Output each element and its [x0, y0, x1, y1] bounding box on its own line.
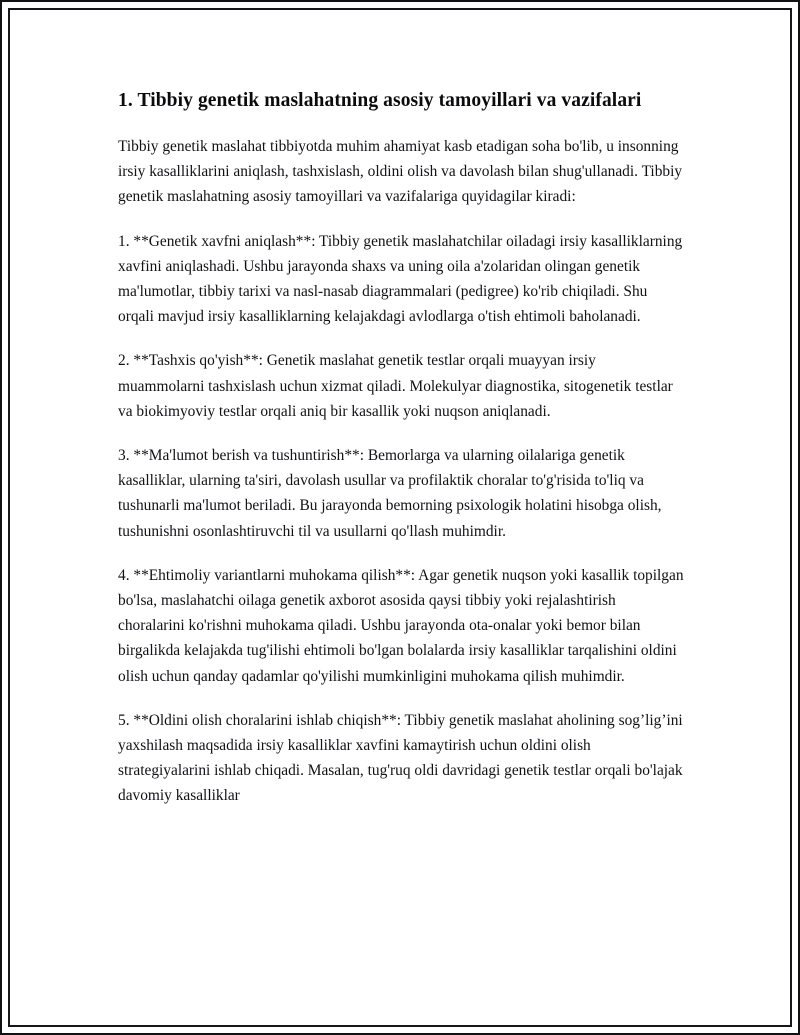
document-heading: 1. Tibbiy genetik maslahatning asosiy tamoyillari va vazifalari [118, 90, 642, 111]
paragraph-item-3: 3. **Ma'lumot berish va tushuntirish**: Bemorlarga va ularning oilalariga genetik kasalliklar, ularning ta'siri, davolash usullar va profilaktik choralar to'g'risida to'liq va tushunarli ma'lumot beriladi. Bu jarayonda bemorning psixologik holatini hisobga olish, tushunishni osonlashtiruvchi til va usullarni qo'llash muhimdir. [118, 447, 662, 540]
paragraph-intro: Tibbiy genetik maslahat tibbiyotda muhim ahamiyat kasb etadigan soha bo'lib, u insonning irsiy kasalliklarini aniqlash, tashxislash, oldini olish va davolash bilan shug'ullanadi. Tibbiy genetik maslahatning asosiy tamoyillari va vazifalariga quyidagilar kiradi: [118, 138, 683, 206]
paragraph-item-5: 5. **Oldini olish choralarini ishlab chiqish**: Tibbiy genetik maslahat aholining sog’lig’ini yaxshilash maqsadida irsiy kasalliklar xavfini kamaytirish uchun oldini olish strategiyalarini ishlab chiqadi. Masalan, tug'ruq oldi davridagi genetik testlar orqali bo'lajak davomiy kasalliklar [118, 711, 683, 805]
paragraph-item-2: 2. **Tashxis qo'yish**: Genetik maslahat genetik testlar orqali muayyan irsiy muammolarni tashxislash uchun xizmat qiladi. Molekulyar diagnostika, sitogenetik testlar va biokimyoviy testlar orqali aniq bir kasallik yoki nuqson aniqlanadi. [118, 352, 673, 420]
paragraph-item-1: 1. **Genetik xavfni aniqlash**: Tibbiy genetik maslahatchilar oiladagi irsiy kasalliklarning xavfini aniqlashadi. Ushbu jarayonda shaxs va uning oila a'zolaridan olingan genetik ma'lumotlar, tibbiy tarixi va nasl-nasab diagrammalari (pedigree) ko'rib chiqiladi. Shu orqali mavjud irsiy kasalliklarning kelajakdagi avlodlarga o'tish ehtimoli baholanadi. [118, 232, 683, 326]
page-surface [10, 10, 790, 1025]
paragraph-item-4: 4. **Ehtimoliy variantlarni muhokama qilish**: Agar genetik nuqson yoki kasallik topilgan bo'lsa, maslahatchi oilaga genetik axborot asosida qaysi tibbiy yoki rejalashtirish choralarini ko'rishni muhokama qiladi. Ushbu jarayonda ota-onalar yoki bemor bilan birgalikda kelajakda tug'ilishi ehtimoli bo'lgan bolalarda irsiy kasalliklar tarqalishini oldini olish uchun qanday qadamlar qo'yilishi mumkinligini muhokama qilish muhimdir. [118, 566, 684, 685]
document-text-column [118, 88, 684, 809]
